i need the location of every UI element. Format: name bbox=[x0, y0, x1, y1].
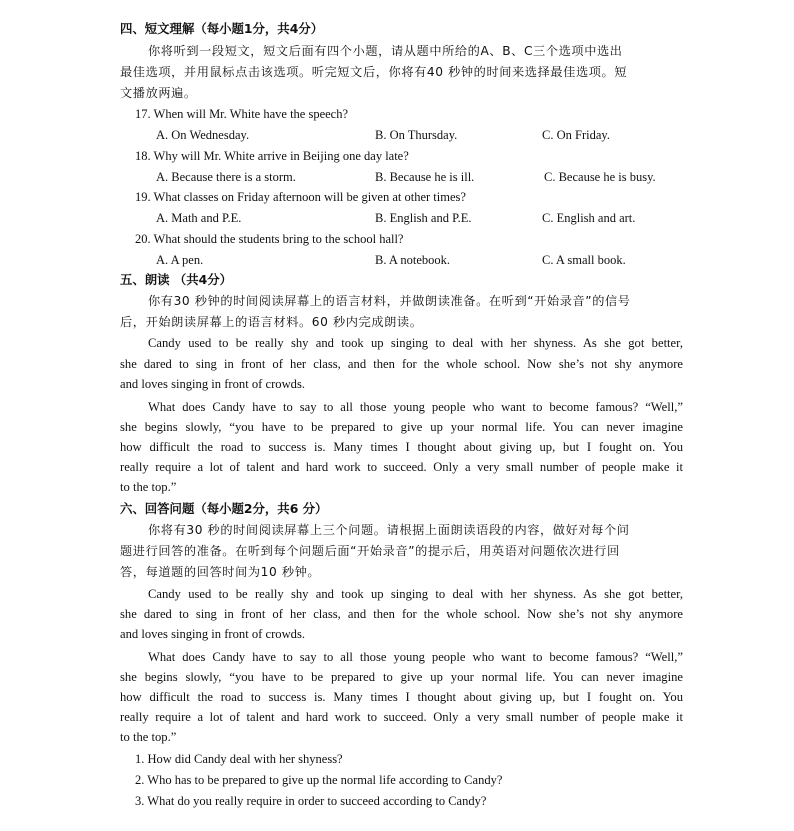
section5-passage-line: she begins slowly, “you have to be prepared to give up your normal life. You can never imagine bbox=[120, 420, 683, 434]
section6-question-3: 3. What do you really require in order to succeed according to Candy? bbox=[135, 794, 487, 808]
q20-option-c[interactable]: C. A small book. bbox=[542, 253, 626, 267]
section5-passage-line: how difficult the road to success is. Many times I thought about giving up, but I fought on. You bbox=[120, 440, 683, 454]
q18-option-c[interactable]: C. Because he is busy. bbox=[544, 170, 656, 184]
section6-passage-line: she begins slowly, “you have to be prepared to give up your normal life. You can never imagine bbox=[120, 670, 683, 684]
q18-option-b[interactable]: B. Because he is ill. bbox=[375, 170, 475, 184]
section6-instruction-line: 答，每道题的回答时间为10 秒钟。 bbox=[120, 565, 321, 579]
section6-instruction-line: 你将有30 秒的时间阅读屏幕上三个问题。请根据上面朗读语段的内容，做好对每个问 bbox=[148, 523, 630, 537]
section6-instruction-line: 题进行回答的准备。在听到每个问题后面“开始录音”的提示后，用英语对问题依次进行回 bbox=[120, 544, 620, 558]
section5-passage-line: really require a lot of talent and hard work to succeed. Only a very small number of people make it bbox=[120, 460, 683, 474]
section5-passage-line: Candy used to be really shy and took up singing to deal with her shyness. As she got better, bbox=[148, 336, 683, 350]
section6-passage-line: really require a lot of talent and hard work to succeed. Only a very small number of people make it bbox=[120, 710, 683, 724]
section6-passage-line: to the top.” bbox=[120, 730, 177, 744]
question-17: 17. When will Mr. White have the speech? bbox=[135, 107, 349, 121]
q19-option-c[interactable]: C. English and art. bbox=[542, 211, 636, 225]
section6-heading: 六、回答问题（每小题2分，共6 分） bbox=[120, 501, 328, 516]
section6-passage-line: Candy used to be really shy and took up singing to deal with her shyness. As she got better, bbox=[148, 587, 683, 601]
section6-question-1: 1. How did Candy deal with her shyness? bbox=[135, 752, 343, 766]
q17-option-c[interactable]: C. On Friday. bbox=[542, 128, 610, 142]
section6-passage-line: What does Candy have to say to all those young people who want to become famous? “Well,” bbox=[148, 650, 683, 664]
section5-passage-line: she dared to sing in front of her class, and then for the whole school. Now she’s not shy anymore bbox=[120, 357, 683, 371]
q18-option-a[interactable]: A. Because there is a storm. bbox=[156, 170, 296, 184]
q17-option-a[interactable]: A. On Wednesday. bbox=[156, 128, 250, 142]
section6-question-2: 2. Who has to be prepared to give up the normal life according to Candy? bbox=[135, 773, 503, 787]
section5-passage-line: What does Candy have to say to all those young people who want to become famous? “Well,” bbox=[148, 400, 683, 414]
section4-instruction-line: 你将听到一段短文，短文后面有四个小题，请从题中所给的A、B、C三个选项中选出 bbox=[148, 44, 623, 58]
q17-option-b[interactable]: B. On Thursday. bbox=[375, 128, 458, 142]
section4-heading: 四、短文理解（每小题1分，共4分） bbox=[120, 21, 324, 36]
question-19: 19. What classes on Friday afternoon will be given at other times? bbox=[135, 190, 466, 204]
section6-passage-line: she dared to sing in front of her class, and then for the whole school. Now she’s not shy anymore bbox=[120, 607, 683, 621]
question-18: 18. Why will Mr. White arrive in Beijing one day late? bbox=[135, 149, 409, 163]
section5-passage-line: and loves singing in front of crowds. bbox=[120, 377, 306, 391]
section5-passage-line: to the top.” bbox=[120, 480, 177, 494]
question-20: 20. What should the students bring to the school hall? bbox=[135, 232, 404, 246]
q20-option-a[interactable]: A. A pen. bbox=[156, 253, 204, 267]
q19-option-b[interactable]: B. English and P.E. bbox=[375, 211, 472, 225]
q20-option-b[interactable]: B. A notebook. bbox=[375, 253, 451, 267]
section5-instruction-line: 你有30 秒钟的时间阅读屏幕上的语言材料，并做朗读准备。在听到“开始录音”的信号 bbox=[148, 294, 631, 308]
section6-passage-line: how difficult the road to success is. Many times I thought about giving up, but I fought on. You bbox=[120, 690, 683, 704]
q19-option-a[interactable]: A. Math and P.E. bbox=[156, 211, 242, 225]
section6-passage-line: and loves singing in front of crowds. bbox=[120, 627, 306, 641]
section5-instruction-line: 后，开始朗读屏幕上的语言材料。60 秒内完成朗读。 bbox=[120, 315, 423, 329]
section4-instruction-line: 最佳选项，并用鼠标点击该选项。听完短文后，你将有40 秒钟的时间来选择最佳选项。短 bbox=[120, 65, 628, 79]
section4-instruction-line: 文播放两遍。 bbox=[120, 86, 197, 100]
section5-heading: 五、朗读 （共4分） bbox=[120, 272, 233, 287]
